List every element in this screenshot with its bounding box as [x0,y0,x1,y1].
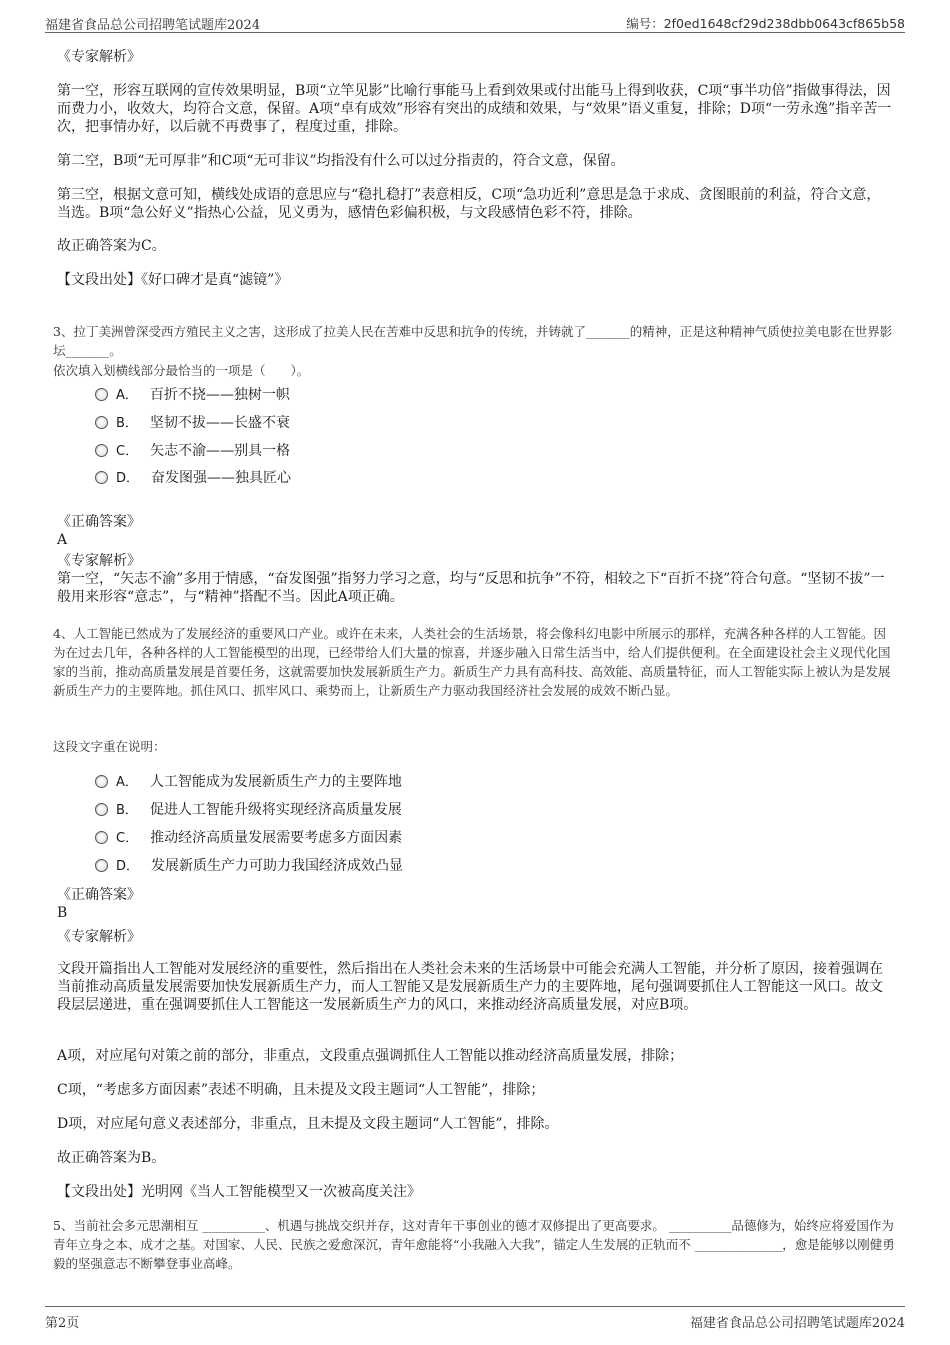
q4-stem: 4、人工智能已然成为了发展经济的重要风口产业。或许在未来，人类社会的生活场景，将会像科幻电影中所展示的那样，充满各种各样的人工智能。因为在过去几年，各种各样的人工智能模型的出现，已经带给人们大量的惊喜，并逐步融入日常生活当中，给人们提供便利。在全面建设社会主义现代化国家的当前，推动高质量发展是首要任务，这就需要加快发展新质生产力。新质生产力具有高科技、高效能、高质量特征，而人工智能实际上被认为是发展新质生产力的主要阵地。抓住风口、抓牢风口、乘势而上，让新质生产力驱动我国经济社会发展的成效不断凸显。 [53,626,891,698]
page-number: 第2页 [45,1316,80,1331]
q3-option-b[interactable]: B． 坚韧不拔——长盛不衰 [95,413,290,434]
radio-button-icon[interactable] [95,775,108,788]
q3-option-c[interactable]: C． 矢志不渝——别具一格 [95,441,290,462]
q2-analysis-p1: 第一空，形容互联网的宣传效果明显，B项“立竿见影”比喻行事能马上看到效果或付出能马上得到收获，C项“事半功倍”指做事得法，因而费力小，收效大，均符合文意，保留。A项“卓有成效”形容有突出的成绩和效果，与“效果”语义重复，排除；D项“一劳永逸”指辛苦一次，把事情办好，以后就不再费事了，程度过重，排除。 [57,83,892,135]
q3-analysis: 第一空，“矢志不渝”多用于情感，“奋发图强”指努力学习之意，均与“反思和抗争”不符，相较之下“百折不挠”符合句意。“坚韧不拔”一般用来形容“意志”，与“精神”搭配不当。因此A项正确。 [57,571,885,605]
radio-button-icon[interactable] [95,831,108,844]
radio-button-icon[interactable] [95,803,108,816]
q4-analysis-p1: 文段开篇指出人工智能对发展经济的重要性，然后指出在人类社会未来的生活场景中可能会充满人工智能，并分析了原因，接着强调在当前推动高质量发展需要加快发展新质生产力，而人工智能又是发展新质生产力的主要阵地，尾句强调要抓住人工智能这一风口。故文段层层递进，重在强调要抓住人工智能这一发展新质生产力的风口，来推动经济高质量发展，对应B项。 [57,961,883,1013]
q4-option-b[interactable]: B． 促进人工智能升级将实现经济高质量发展 [95,800,402,821]
q4-expert-label: 《专家解析》 [57,929,141,945]
q3-answer-label: 《正确答案》 [57,514,141,530]
q3-answer: A [57,532,68,548]
q2-analysis-p3: 第三空，根据文意可知，横线处成语的意思应与“稳扎稳打”表意相反，C项“急功近利”意思是急于求成、贪图眼前的利益，符合文意，当选。B项“急公好义”指热心公益，见义勇为，感情色彩偏积极，与文段感情色彩不符，排除。 [57,187,881,221]
q4-analysis-p3: C项，“考虑多方面因素”表述不明确，且未提及文段主题词“人工智能”，排除； [57,1082,545,1098]
q4-answer: B [57,905,68,921]
q4-analysis-p4: D项，对应尾句意义表述部分，非重点，且未提及文段主题词“人工智能”，排除。 [57,1116,559,1132]
q2-source: 【文段出处】《好口碑才是真“滤镜”》 [57,272,289,288]
q4-option-a[interactable]: A． 人工智能成为发展新质生产力的主要阵地 [95,772,402,793]
q2-conclusion: 故正确答案为C。 [57,238,166,254]
q3-option-a[interactable]: A． 百折不挠——独树一帜 [95,385,290,406]
q4-prompt: 这段文字重在说明： [53,739,166,754]
radio-button-icon[interactable] [95,416,108,429]
page-header [45,12,905,33]
q2-expert-label: 《专家解析》 [57,49,141,65]
radio-button-icon[interactable] [95,444,108,457]
q3-option-d[interactable]: D． 奋发图强——独具匠心 [95,468,291,489]
q4-source: 【文段出处】光明网《当人工智能模型又一次被高度关注》 [57,1184,421,1200]
q4-answer-label: 《正确答案》 [57,887,141,903]
q4-option-d[interactable]: D． 发展新质生产力可助力我国经济成效凸显 [95,856,403,877]
q2-analysis-p2: 第二空，B项“无可厚非”和C项“无可非议”均指没有什么可以过分指责的，符合文意，保留。 [57,153,625,169]
q4-analysis-p2: A项，对应尾句对策之前的部分，非重点，文段重点强调抓住人工智能以推动经济高质量发展，排除； [57,1048,684,1064]
q4-option-c[interactable]: C． 推动经济高质量发展需要考虑多方面因素 [95,828,402,849]
q3-stem: 3、拉丁美洲曾深受西方殖民主义之害，这形成了拉美人民在苦难中反思和抗争的传统，并铸就了_______的精神，正是这种精神气质使拉美电影在世界影坛_______。 [53,324,893,358]
page-footer [45,1306,905,1331]
q4-conclusion: 故正确答案为B。 [57,1150,166,1166]
radio-button-icon[interactable] [95,471,108,484]
q5-stem: 5、当前社会多元思潮相互 __________、机遇与挑战交织并存，这对青年干事创业的德才双修提出了更高要求。 __________品德修为，始终应将爱国作为青年立身之本、成才之基。对国家、人民、民族之爱愈深沉，青年愈能将“小我融入大我”，锚定人生发展的正轨而不 ______________，愈是能够以刚健勇毅的坚强意志不断攀登事业高峰。 [53,1218,895,1271]
radio-button-icon[interactable] [95,859,108,872]
document-id: 编号：2f0ed1648cf29d238dbb0643cf865b58 [626,16,905,31]
q3-prompt: 依次填入划横线部分最恰当的一项是（ ）。 [53,363,310,378]
radio-button-icon[interactable] [95,388,108,401]
footer-title: 福建省食品总公司招聘笔试题库2024 [689,1316,905,1331]
header-title: 福建省食品总公司招聘笔试题库2024 [45,18,261,33]
q3-expert-label: 《专家解析》 [57,553,141,569]
